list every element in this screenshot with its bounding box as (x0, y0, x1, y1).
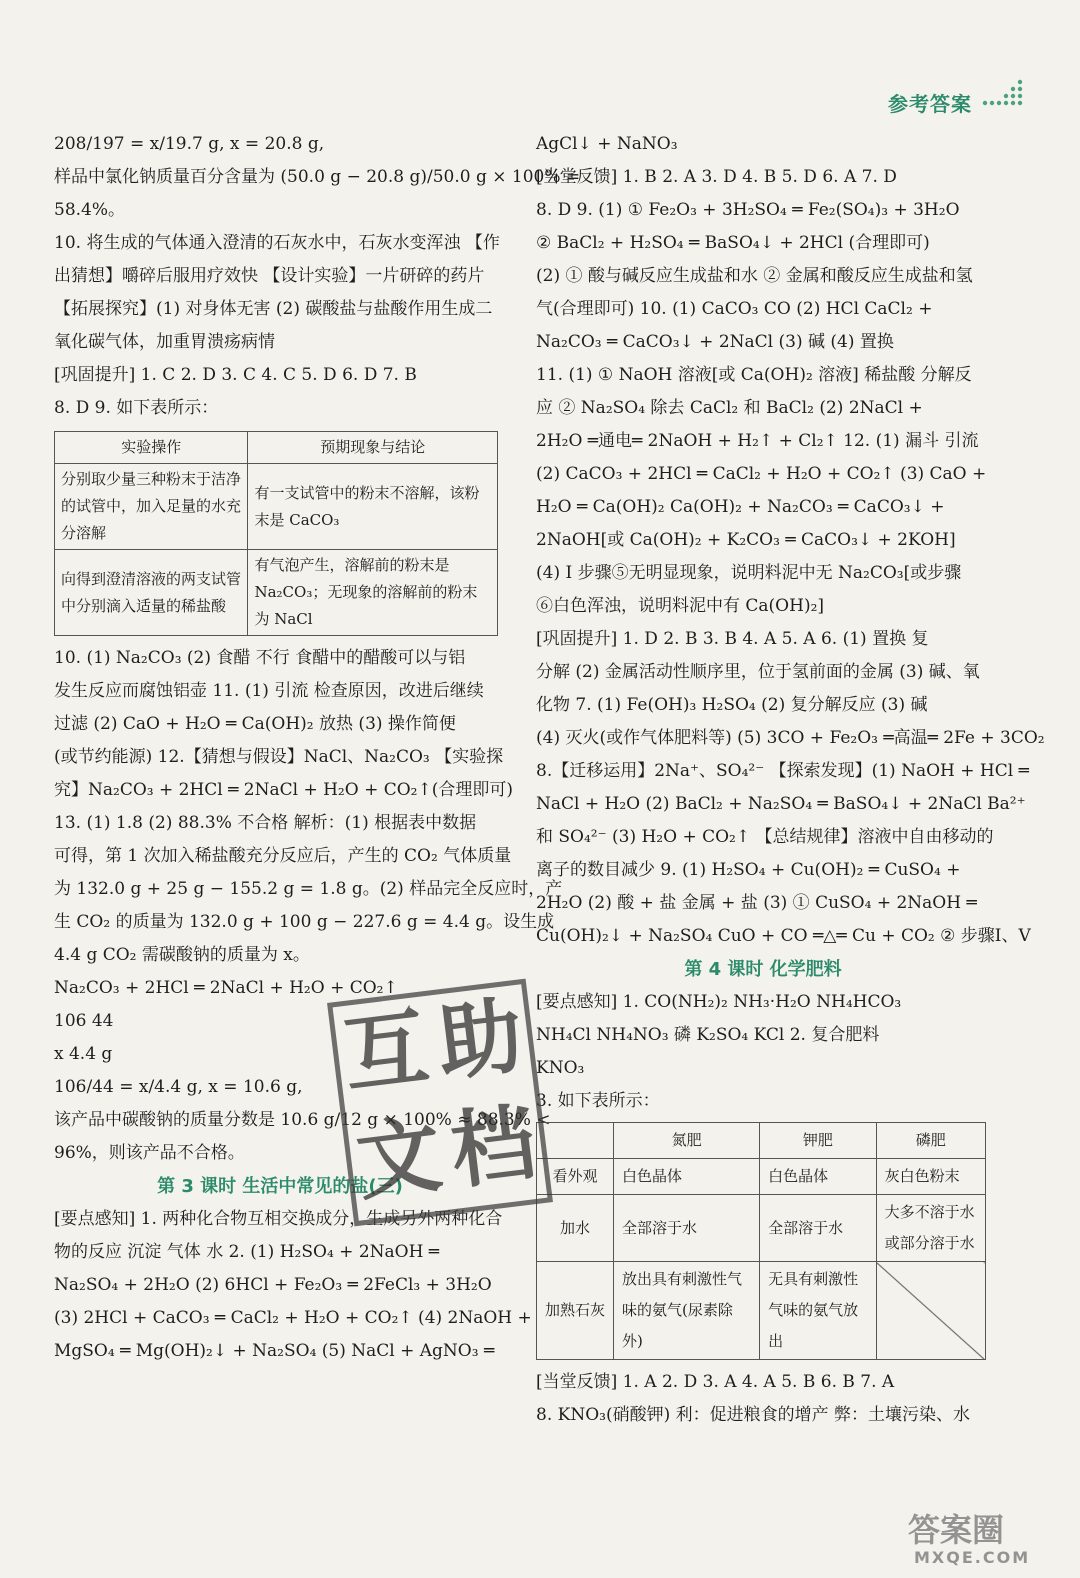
text-line: 究】Na₂CO₃ + 2HCl ═ 2NaCl + H₂O + CO₂↑(合理即可) (54, 780, 513, 800)
text-line: MgSO₄ ═ Mg(OH)₂↓ + Na₂SO₄ (5) NaCl + AgNO₃ ═ (54, 1341, 495, 1361)
table-header: 氮肥 (614, 1123, 760, 1159)
text-line: NH₄Cl NH₄NO₃ 磷 K₂SO₄ KCl 2. 复合肥料 (536, 1025, 880, 1045)
text-line: 11. (1) ① NaOH 溶液[或 Ca(OH)₂ 溶液] 稀盐酸 分解反 (536, 365, 972, 385)
text-line: 离子的数目减少 9. (1) H₂SO₄ + Cu(OH)₂ ═ CuSO₄ + (536, 860, 961, 880)
stamp-char: 互 (338, 997, 434, 1105)
table-row (55, 550, 498, 636)
table-cell: 有一支试管中的粉末不溶解，该粉末是 CaCO₃ (248, 464, 498, 550)
right-top-block (536, 128, 1045, 953)
text-line: 96%，则该产品不合格。 (54, 1143, 245, 1163)
text-line: 分解 (2) 金属活动性顺序里，位于氢前面的金属 (3) 碱、氧 (536, 662, 980, 682)
text-line: [要点感知] 1. CO(NH₂)₂ NH₃·H₂O NH₄HCO₃ (536, 992, 902, 1012)
text-line: (4) Ⅰ 步骤⑤无明显现象，说明料泥中无 Na₂CO₃[或步骤 (536, 563, 962, 583)
text-line: [巩固提升] 1. D 2. B 3. B 4. A 5. A 6. (1) 置换 复 (536, 629, 929, 649)
table-cell: 分别取少量三种粉末于洁净的试管中，加入足量的水充分溶解 (55, 464, 248, 550)
text-line: Cu(OH)₂↓ + Na₂SO₄ CuO + CO ═△═ Cu + CO₂ ② 步骤Ⅰ、Ⅴ (536, 926, 1031, 946)
text-line: 2H₂O (2) 酸 + 盐 金属 + 盐 (3) ① CuSO₄ + 2NaOH ═ (536, 893, 977, 913)
table-cell: 看外观 (537, 1159, 614, 1195)
text-line: 应 ② Na₂SO₄ 除去 CaCl₂ 和 BaCl₂ (2) 2NaCl + (536, 398, 923, 418)
stamp-char: 档 (445, 1092, 541, 1201)
right-column (536, 128, 1045, 1432)
text-line: 8.【迁移运用】2Na⁺、SO₄²⁻ 【探索发现】(1) NaOH + HCl ═ (536, 761, 1029, 781)
table-header-row (55, 432, 498, 464)
table-header: 实验操作 (55, 432, 248, 464)
table-cell: 无具有刺激性气味的氨气放出 (760, 1262, 876, 1360)
table-row (55, 464, 498, 550)
text-line: 4.4 g CO₂ 需碳酸钠的质量为 x。 (54, 945, 310, 965)
text-line: (或节约能源) 12.【猜想与假设】NaCl、Na₂CO₃ 【实验探 (54, 747, 504, 767)
text-line: 样品中氯化钠质量百分含量为 (50.0 g − 20.8 g)/50.0 g × 100% = (54, 167, 581, 187)
text-line: 8. D 9. (1) ① Fe₂O₃ + 3H₂SO₄ ═ Fe₂(SO₄)₃ + 3H₂O (536, 200, 960, 220)
text-line: 58.4%。 (54, 200, 126, 220)
text-line: [当堂反馈] 1. A 2. D 3. A 4. A 5. B 6. B 7. A (536, 1372, 895, 1392)
text-line: 可得，第 1 次加入稀盐酸充分反应后，产生的 CO₂ 气体质量 (54, 846, 512, 866)
watermark-text: 答案圈 (908, 1511, 1005, 1549)
text-line: 出猜想】嚼碎后服用疗效快 【设计实验】一片研碎的药片 (54, 266, 485, 286)
right-section-block (536, 986, 990, 1118)
header-title: 参考答案 (888, 92, 972, 116)
text-line: ② BaCl₂ + H₂SO₄ ═ BaSO₄↓ + 2HCl (合理即可) (536, 233, 930, 253)
text-line: Na₂CO₃ ═ CaCO₃↓ + 2NaCl (3) 碱 (4) 置换 (536, 332, 894, 352)
experiment-table (54, 431, 498, 636)
text-line: 2H₂O ═通电═ 2NaOH + H₂↑ + Cl₂↑ 12. (1) 漏斗 引流 (536, 431, 979, 451)
table-cell: 向得到澄清溶液的两支试管中分别滴入适量的稀盐酸 (55, 550, 248, 636)
left-section-block (54, 1203, 532, 1368)
fertilizer-table (536, 1122, 986, 1360)
table-cell: 加水 (537, 1195, 614, 1262)
table-cell: 有气泡产生，溶解前的粉末是 Na₂CO₃；无现象的溶解前的粉末为 NaCl (248, 550, 498, 636)
table-cell: 加熟石灰 (537, 1262, 614, 1360)
text-line: [巩固提升] 1. C 2. D 3. C 4. C 5. D 6. D 7. B (54, 365, 417, 385)
stamp-char: 文 (351, 1104, 447, 1212)
text-line: KNO₃ (536, 1058, 585, 1078)
text-line: (2) ① 酸与碱反应生成盐和水 ② 金属和酸反应生成盐和氢 (536, 266, 973, 286)
text-line: 化物 7. (1) Fe(OH)₃ H₂SO₄ (2) 复分解反应 (3) 碱 (536, 695, 928, 715)
text-line: 10. 将生成的气体通入澄清的石灰水中，石灰水变浑浊 【作 (54, 233, 500, 253)
table-header: 钾肥 (760, 1123, 876, 1159)
text-line: x 4.4 g (54, 1044, 113, 1064)
text-line: 物的反应 沉淀 气体 水 2. (1) H₂SO₄ + 2NaOH ═ (54, 1242, 440, 1262)
text-line: AgCl↓ + NaNO₃ (536, 134, 678, 154)
table-row (537, 1195, 986, 1262)
text-line: [当堂反馈] 1. B 2. A 3. D 4. B 5. D 6. A 7. D (536, 167, 897, 187)
text-line: 过滤 (2) CaO + H₂O ═ Ca(OH)₂ 放热 (3) 操作简便 (54, 714, 456, 734)
table-header: 预期现象与结论 (248, 432, 498, 464)
table-header (537, 1123, 614, 1159)
text-line: 为 132.0 g + 25 g − 155.2 g = 1.8 g。(2) 样品完全反应时，产 (54, 879, 563, 899)
watermark-url: MXQE.COM (914, 1548, 1031, 1567)
text-line: 气(合理即可) 10. (1) CaCO₃ CO (2) HCl CaCl₂ + (536, 299, 933, 319)
text-line: 发生反应而腐蚀铝壶 11. (1) 引流 检查原因，改进后继续 (54, 681, 484, 701)
text-line: (3) 2HCl + CaCO₃ ═ CaCl₂ + H₂O + CO₂↑ (4) 2NaOH + (54, 1308, 532, 1328)
header-dots-icon (980, 78, 1026, 108)
table-cell-empty (876, 1262, 985, 1360)
text-line: 8. D 9. 如下表所示： (54, 398, 219, 418)
table-cell: 大多不溶于水或部分溶于水 (876, 1195, 985, 1262)
text-line: Na₂CO₃ + 2HCl ═ 2NaCl + H₂O + CO₂↑ (54, 978, 398, 998)
text-line: 106 44 (54, 1011, 114, 1031)
left-top-block (54, 128, 581, 425)
text-line: 10. (1) Na₂CO₃ (2) 食醋 不行 食醋中的醋酸可以与铝 (54, 648, 466, 668)
right-bottom-block (536, 1366, 990, 1432)
text-line: (4) 灭火(或作气体肥料等) (5) 3CO + Fe₂O₃ ═高温═ 2Fe + 3CO₂ (536, 728, 1045, 748)
text-line: 208/197 = x/19.7 g, x = 20.8 g, (54, 134, 325, 154)
text-line: 该产品中碳酸钠的质量分数是 10.6 g/12 g × 100% ≈ 88.3% < (54, 1110, 551, 1130)
watermark-logo (900, 1505, 1060, 1567)
text-line: 【拓展探究】(1) 对身体无害 (2) 碳酸盐与盐酸作用生成二 (54, 299, 493, 319)
text-line: H₂O ═ Ca(OH)₂ Ca(OH)₂ + Na₂CO₃ ═ CaCO₃↓ + (536, 497, 945, 517)
table-row (537, 1159, 986, 1195)
table-row (537, 1262, 986, 1360)
table-cell: 白色晶体 (760, 1159, 876, 1195)
text-line: 3. 如下表所示： (536, 1091, 660, 1111)
text-line: 2NaOH[或 Ca(OH)₂ + K₂CO₃ ═ CaCO₃↓ + 2KOH] (536, 530, 956, 550)
table-cell: 灰白色粉末 (876, 1159, 985, 1195)
text-line: 和 SO₄²⁻ (3) H₂O + CO₂↑ 【总结规律】溶液中自由移动的 (536, 827, 994, 847)
table-cell: 放出具有刺激性气味的氨气(尿素除外) (614, 1262, 760, 1360)
section-heading: 第 4 课时 化学肥料 (684, 959, 842, 980)
text-line: [要点感知] 1. 两种化合物互相交换成分，生成另外两种化合 (54, 1209, 503, 1229)
text-line: 106/44 = x/4.4 g, x = 10.6 g, (54, 1077, 303, 1097)
text-line: 13. (1) 1.8 (2) 88.3% 不合格 解析：(1) 根据表中数据 (54, 813, 477, 833)
text-line: (2) CaCO₃ + 2HCl ═ CaCl₂ + H₂O + CO₂↑ (3) CaO + (536, 464, 987, 484)
table-cell: 全部溶于水 (760, 1195, 876, 1262)
stamp-seal (327, 979, 553, 1227)
table-header-row (537, 1123, 986, 1159)
text-line: Na₂SO₄ + 2H₂O (2) 6HCl + Fe₂O₃ ═ 2FeCl₃ + 3H₂O (54, 1275, 492, 1295)
text-line: ⑥白色浑浊，说明料泥中有 Ca(OH)₂] (536, 596, 825, 616)
table-header: 磷肥 (876, 1123, 985, 1159)
text-line: 氧化碳气体，加重胃溃疡病情 (54, 332, 275, 352)
table-cell: 全部溶于水 (614, 1195, 760, 1262)
text-line: 8. KNO₃(硝酸钾) 利：促进粮食的增产 弊：土壤污染、水 (536, 1405, 971, 1425)
stamp-char: 助 (432, 985, 528, 1094)
section-heading: 第 3 课时 生活中常见的盐(三) (157, 1176, 403, 1197)
text-line: NaCl + H₂O (2) BaCl₂ + Na₂SO₄ ═ BaSO₄↓ + 2NaCl Ba²⁺ (536, 794, 1026, 814)
text-line: 生 CO₂ 的质量为 132.0 g + 100 g − 227.6 g = 4.4 g。设生成 (54, 912, 555, 932)
table-cell: 白色晶体 (614, 1159, 760, 1195)
